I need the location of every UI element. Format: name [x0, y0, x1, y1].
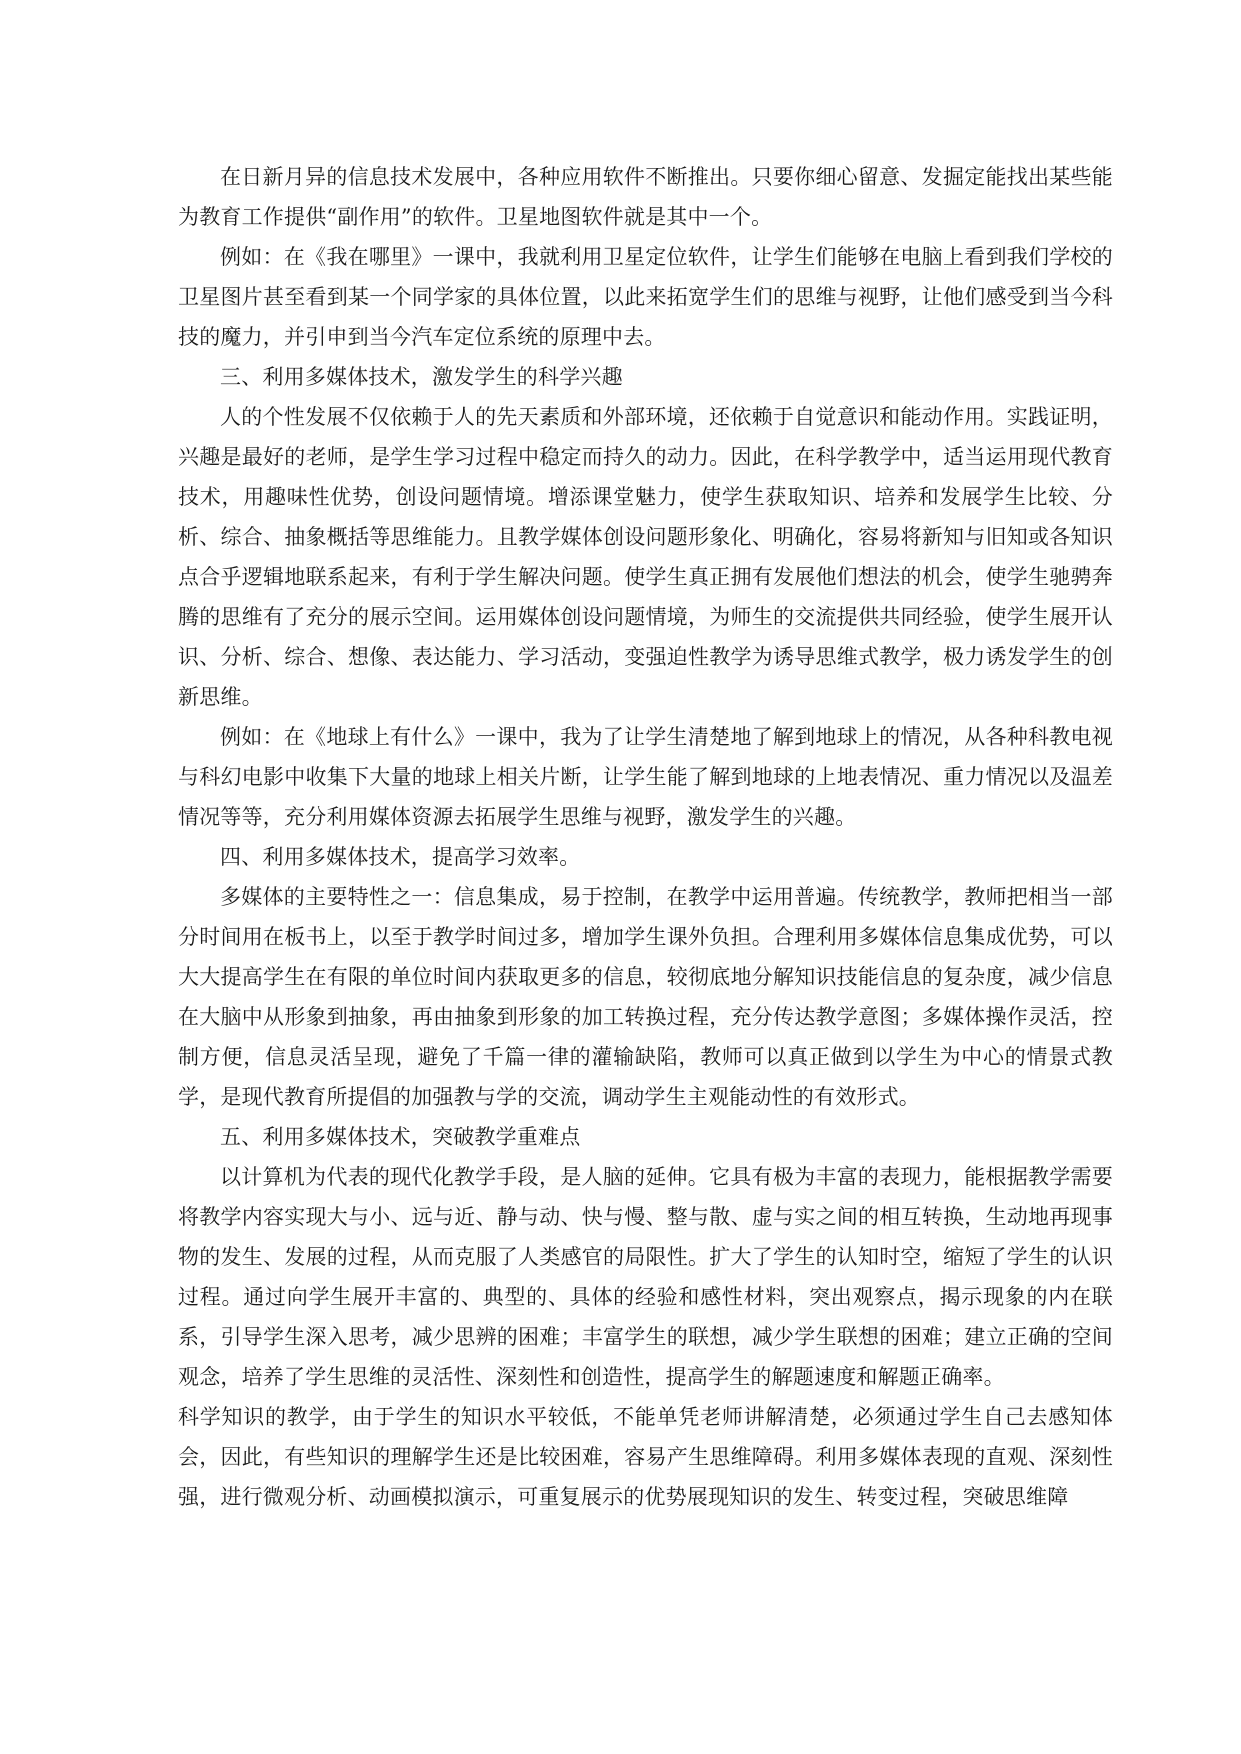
paragraph-efficiency: 多媒体的主要特性之一：信息集成，易于控制，在教学中运用普遍。传统教学，教师把相当一部分时间用在板书上，以至于教学时间过多，增加学生课外负担。合理利用多媒体信息集成优势，可以大大提高学生在有限的单位时间内获取更多的信息，较彻底地分解知识技能信息的复杂度，减少信息在大脑中从形象到抽象，再由抽象到形象的加工转换过程，充分传达教学意图；多媒体操作灵活，控制方便，信息灵活呈现，避免了千篇一律的灌输缺陷，教师可以真正做到以学生为中心的情景式教学，是现代教育所提倡的加强教与学的交流，调动学生主观能动性的有效形式。: [178, 885, 1113, 1109]
paragraph-science-knowledge: 科学知识的教学，由于学生的知识水平较低，不能单凭老师讲解清楚，必须通过学生自己去感知体会，因此，有些知识的理解学生还是比较困难，容易产生思维障碍。利用多媒体表现的直观、深刻性强，进行微观分析、动画模拟演示，可重复展示的优势展现知识的发生、转变过程，突破思维障: [178, 1405, 1113, 1509]
section-heading-3: 三、利用多媒体技术，激发学生的科学兴趣: [220, 365, 623, 389]
section-heading-5: 五、利用多媒体技术，突破教学重难点: [220, 1125, 581, 1149]
document-body: [178, 157, 1113, 1517]
paragraph-example-where-am-i: 例如：在《我在哪里》一课中，我就利用卫星定位软件，让学生们能够在电脑上看到我们学校的卫星图片甚至看到某一个同学家的具体位置，以此来拓宽学生们的思维与视野，让他们感受到当今科技的魔力，并引申到当今汽车定位系统的原理中去。: [178, 245, 1113, 349]
paragraph-example-earth: 例如：在《地球上有什么》一课中，我为了让学生清楚地了解到地球上的情况，从各种科教电视与科幻电影中收集下大量的地球上相关片断，让学生能了解到地球的上地表情况、重力情况以及温差情况等等，充分利用媒体资源去拓展学生思维与视野，激发学生的兴趣。: [178, 725, 1113, 829]
paragraph-software-intro: 在日新月异的信息技术发展中，各种应用软件不断推出。只要你细心留意、发掘定能找出某些能为教育工作提供“副作用”的软件。卫星地图软件就是其中一个。: [178, 165, 1113, 229]
paragraph-interest: 人的个性发展不仅依赖于人的先天素质和外部环境，还依赖于自觉意识和能动作用。实践证明，兴趣是最好的老师，是学生学习过程中稳定而持久的动力。因此，在科学教学中，适当运用现代教育技术，用趣味性优势，创设问题情境。增添课堂魅力，使学生获取知识、培养和发展学生比较、分析、综合、抽象概括等思维能力。且教学媒体创设问题形象化、明确化，容易将新知与旧知或各知识点合乎逻辑地联系起来，有利于学生解决问题。使学生真正拥有发展他们想法的机会，使学生驰骋奔腾的思维有了充分的展示空间。运用媒体创设问题情境，为师生的交流提供共同经验，使学生展开认识、分析、综合、想像、表达能力、学习活动，变强迫性教学为诱导思维式教学，极力诱发学生的创新思维。: [178, 405, 1113, 709]
paragraph-computer-teaching: 以计算机为代表的现代化教学手段，是人脑的延伸。它具有极为丰富的表现力，能根据教学需要将教学内容实现大与小、远与近、静与动、快与慢、整与散、虚与实之间的相互转换，生动地再现事物的发生、发展的过程，从而克服了人类感官的局限性。扩大了学生的认知时空，缩短了学生的认识过程。通过向学生展开丰富的、典型的、具体的经验和感性材料，突出观察点，揭示现象的内在联系，引导学生深入思考，减少思辨的困难；丰富学生的联想，减少学生联想的困难；建立正确的空间观念，培养了学生思维的灵活性、深刻性和创造性，提高学生的解题速度和解题正确率。: [178, 1165, 1113, 1389]
section-heading-4: 四、利用多媒体技术，提高学习效率。: [220, 845, 581, 869]
